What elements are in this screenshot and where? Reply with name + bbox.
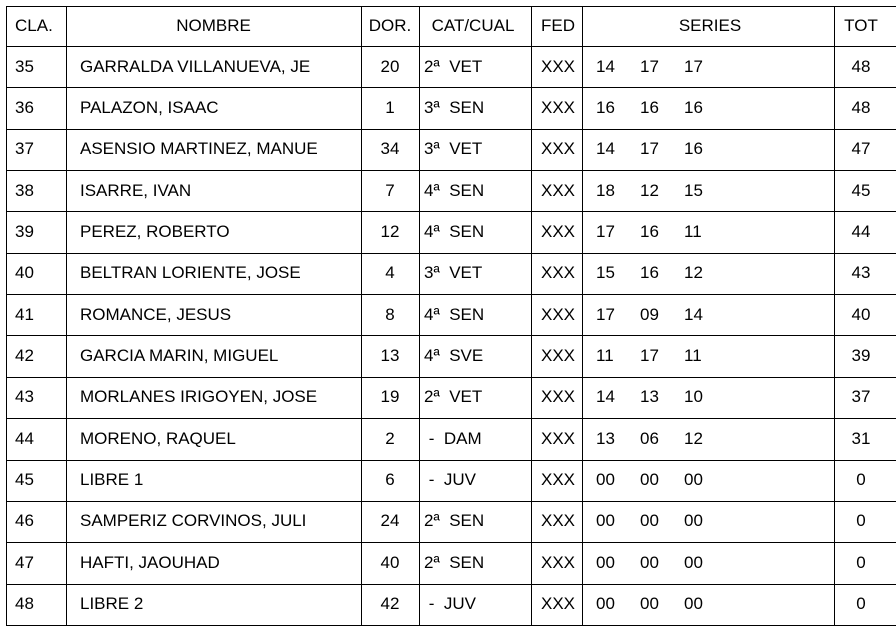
- tot-cell: 44: [851, 222, 871, 242]
- header-fed: FED: [541, 16, 575, 35]
- series-3: 16: [684, 139, 703, 159]
- cat-value: 3ª SEN: [424, 98, 485, 118]
- series-2: 09: [640, 304, 659, 324]
- dor-cell: 12: [380, 222, 400, 242]
- row-divider: [6, 625, 896, 626]
- series-2: 16: [640, 98, 659, 118]
- series-1: 00: [596, 552, 615, 572]
- cla-cell: 36: [15, 98, 34, 118]
- cla-cell: 40: [15, 263, 34, 283]
- dor-cell: 40: [380, 552, 400, 572]
- cat-value: 2ª SEN: [424, 511, 485, 531]
- nombre-cell: MORENO, RAQUEL: [80, 428, 236, 448]
- series-cell: [596, 459, 836, 500]
- nombre-cell: LIBRE 1: [80, 470, 144, 490]
- table-row: [6, 335, 896, 376]
- series-3: 11: [684, 346, 702, 366]
- series-1: 14: [596, 56, 615, 76]
- series-cell: [596, 335, 836, 376]
- series-2: 06: [640, 428, 659, 448]
- series-3: 15: [684, 180, 703, 200]
- nombre-cell: PALAZON, ISAAC: [80, 98, 219, 118]
- series-cell: [596, 253, 836, 294]
- dor-cell: 24: [380, 511, 400, 531]
- fed-cell: XXX: [540, 304, 576, 324]
- series-1: 17: [596, 304, 615, 324]
- cat-cell: [424, 170, 534, 211]
- header-dor: DOR.: [368, 16, 412, 35]
- dor-cell: 7: [385, 180, 395, 200]
- cat-value: 4ª SVE: [424, 346, 484, 366]
- series-3: 00: [684, 511, 703, 531]
- dor-cell: 8: [385, 304, 395, 324]
- series-2: 16: [640, 263, 659, 283]
- nombre-cell: HAFTI, JAOUHAD: [80, 552, 220, 572]
- series-3: 00: [684, 594, 703, 614]
- fed-cell: XXX: [540, 470, 576, 490]
- series-2: 13: [640, 387, 659, 407]
- cla-cell: 48: [15, 594, 34, 614]
- nombre-cell: ISARRE, IVAN: [80, 180, 192, 200]
- table-row: [6, 170, 896, 211]
- tot-cell: 37: [851, 387, 871, 407]
- cla-cell: 43: [15, 387, 34, 407]
- cat-value: 3ª VET: [424, 263, 483, 283]
- cla-cell: 41: [15, 304, 34, 324]
- cat-cell: [424, 418, 534, 459]
- dor-cell: 19: [380, 387, 400, 407]
- dor-cell: 13: [380, 346, 400, 366]
- series-1: 00: [596, 594, 615, 614]
- cla-cell: 35: [15, 56, 34, 76]
- cat-cell: [424, 211, 534, 252]
- series-3: 12: [684, 428, 703, 448]
- fed-cell: XXX: [540, 428, 576, 448]
- series-cell: [596, 46, 836, 87]
- header-series: SERIES: [678, 16, 742, 35]
- cat-cell: [424, 335, 534, 376]
- series-1: 00: [596, 470, 615, 490]
- series-1: 11: [596, 346, 614, 366]
- tot-cell: 31: [851, 428, 871, 448]
- table-row: [6, 211, 896, 252]
- cla-cell: 44: [15, 428, 34, 448]
- series-2: 00: [640, 594, 659, 614]
- series-cell: [596, 211, 836, 252]
- series-1: 13: [596, 428, 615, 448]
- cat-value: 4ª SEN: [424, 180, 485, 200]
- cat-cell: [424, 253, 534, 294]
- nombre-cell: SAMPERIZ CORVINOS, JULI: [80, 511, 307, 531]
- series-cell: [596, 418, 836, 459]
- tot-cell: 47: [851, 139, 871, 159]
- cat-value: 3ª VET: [424, 139, 483, 159]
- cat-cell: [424, 542, 534, 583]
- nombre-cell: GARCIA MARIN, MIGUEL: [80, 346, 279, 366]
- tot-cell: 39: [851, 346, 871, 366]
- series-1: 14: [596, 387, 615, 407]
- cat-cell: [424, 294, 534, 335]
- cla-cell: 47: [15, 552, 34, 572]
- dor-cell: 2: [385, 428, 395, 448]
- header-cla: CLA.: [15, 16, 53, 35]
- series-2: 17: [640, 346, 659, 366]
- series-1: 16: [596, 98, 615, 118]
- series-cell: [596, 542, 836, 583]
- series-3: 17: [684, 56, 703, 76]
- series-1: 14: [596, 139, 615, 159]
- series-3: 00: [684, 470, 703, 490]
- header-cat: CAT/CUAL: [431, 16, 515, 35]
- series-2: 17: [640, 56, 659, 76]
- dor-cell: 20: [380, 56, 400, 76]
- series-2: 00: [640, 552, 659, 572]
- fed-cell: XXX: [540, 98, 576, 118]
- table-header-row: [6, 6, 896, 46]
- dor-cell: 42: [380, 594, 400, 614]
- series-2: 16: [640, 222, 659, 242]
- series-2: 00: [640, 511, 659, 531]
- tot-cell: 48: [851, 56, 871, 76]
- cla-cell: 39: [15, 222, 34, 242]
- series-3: 16: [684, 98, 703, 118]
- header-tot: TOT: [844, 16, 878, 35]
- series-cell: [596, 170, 836, 211]
- cla-cell: 45: [15, 470, 34, 490]
- dor-cell: 4: [385, 263, 395, 283]
- tot-cell: 43: [851, 263, 871, 283]
- nombre-cell: MORLANES IRIGOYEN, JOSE: [80, 387, 318, 407]
- series-2: 00: [640, 470, 659, 490]
- series-3: 11: [684, 222, 702, 242]
- nombre-cell: BELTRAN LORIENTE, JOSE: [80, 263, 301, 283]
- cat-cell: [424, 377, 534, 418]
- tot-cell: 45: [851, 180, 871, 200]
- cat-value: 4ª SEN: [424, 222, 485, 242]
- fed-cell: XXX: [540, 511, 576, 531]
- tot-cell: 0: [856, 552, 866, 572]
- table-row: [6, 583, 896, 624]
- table-row: [6, 418, 896, 459]
- table-row: [6, 459, 896, 500]
- cla-cell: 46: [15, 511, 34, 531]
- cat-cell: [424, 459, 534, 500]
- cat-cell: [424, 583, 534, 624]
- series-cell: [596, 129, 836, 170]
- fed-cell: XXX: [540, 222, 576, 242]
- dor-cell: 34: [380, 139, 400, 159]
- cat-cell: [424, 87, 534, 128]
- cat-value: 2ª VET: [424, 387, 483, 407]
- series-cell: [596, 294, 836, 335]
- fed-cell: XXX: [540, 552, 576, 572]
- cla-cell: 37: [15, 139, 34, 159]
- tot-cell: 0: [856, 511, 866, 531]
- series-1: 15: [596, 263, 615, 283]
- fed-cell: XXX: [540, 139, 576, 159]
- nombre-cell: ROMANCE, JESUS: [80, 304, 232, 324]
- dor-cell: 6: [385, 470, 395, 490]
- series-2: 17: [640, 139, 659, 159]
- series-2: 12: [640, 180, 659, 200]
- fed-cell: XXX: [540, 56, 576, 76]
- cat-cell: [424, 46, 534, 87]
- series-1: 00: [596, 511, 615, 531]
- tot-cell: 40: [851, 304, 871, 324]
- table-row: [6, 46, 896, 87]
- tot-cell: 0: [856, 470, 866, 490]
- table-row: [6, 542, 896, 583]
- series-3: 00: [684, 552, 703, 572]
- table-row: [6, 501, 896, 542]
- series-cell: [596, 583, 836, 624]
- fed-cell: XXX: [540, 594, 576, 614]
- cat-cell: [424, 501, 534, 542]
- header-nombre: NOMBRE: [176, 16, 251, 35]
- table-row: [6, 294, 896, 335]
- dor-cell: 1: [385, 98, 395, 118]
- cat-value: 2ª VET: [424, 56, 483, 76]
- table-row: [6, 377, 896, 418]
- cat-cell: [424, 129, 534, 170]
- tot-cell: 0: [856, 594, 866, 614]
- nombre-cell: PEREZ, ROBERTO: [80, 222, 230, 242]
- cat-value: - JUV: [424, 594, 476, 614]
- nombre-cell: GARRALDA VILLANUEVA, JE: [80, 56, 311, 76]
- cla-cell: 42: [15, 346, 34, 366]
- series-cell: [596, 87, 836, 128]
- cat-value: 2ª SEN: [424, 552, 485, 572]
- fed-cell: XXX: [540, 263, 576, 283]
- series-cell: [596, 501, 836, 542]
- cat-value: - JUV: [424, 470, 476, 490]
- table-row: [6, 253, 896, 294]
- series-1: 17: [596, 222, 615, 242]
- fed-cell: XXX: [540, 180, 576, 200]
- series-3: 12: [684, 263, 703, 283]
- nombre-cell: LIBRE 2: [80, 594, 144, 614]
- fed-cell: XXX: [540, 346, 576, 366]
- table-row: [6, 129, 896, 170]
- table-body: [6, 6, 896, 625]
- series-1: 18: [596, 180, 615, 200]
- series-3: 10: [684, 387, 703, 407]
- cat-value: 4ª SEN: [424, 304, 485, 324]
- fed-cell: XXX: [540, 387, 576, 407]
- cla-cell: 38: [15, 180, 34, 200]
- tot-cell: 48: [851, 98, 871, 118]
- table-row: [6, 87, 896, 128]
- nombre-cell: ASENSIO MARTINEZ, MANUE: [80, 139, 318, 159]
- series-3: 14: [684, 304, 703, 324]
- series-cell: [596, 377, 836, 418]
- cat-value: - DAM: [424, 428, 482, 448]
